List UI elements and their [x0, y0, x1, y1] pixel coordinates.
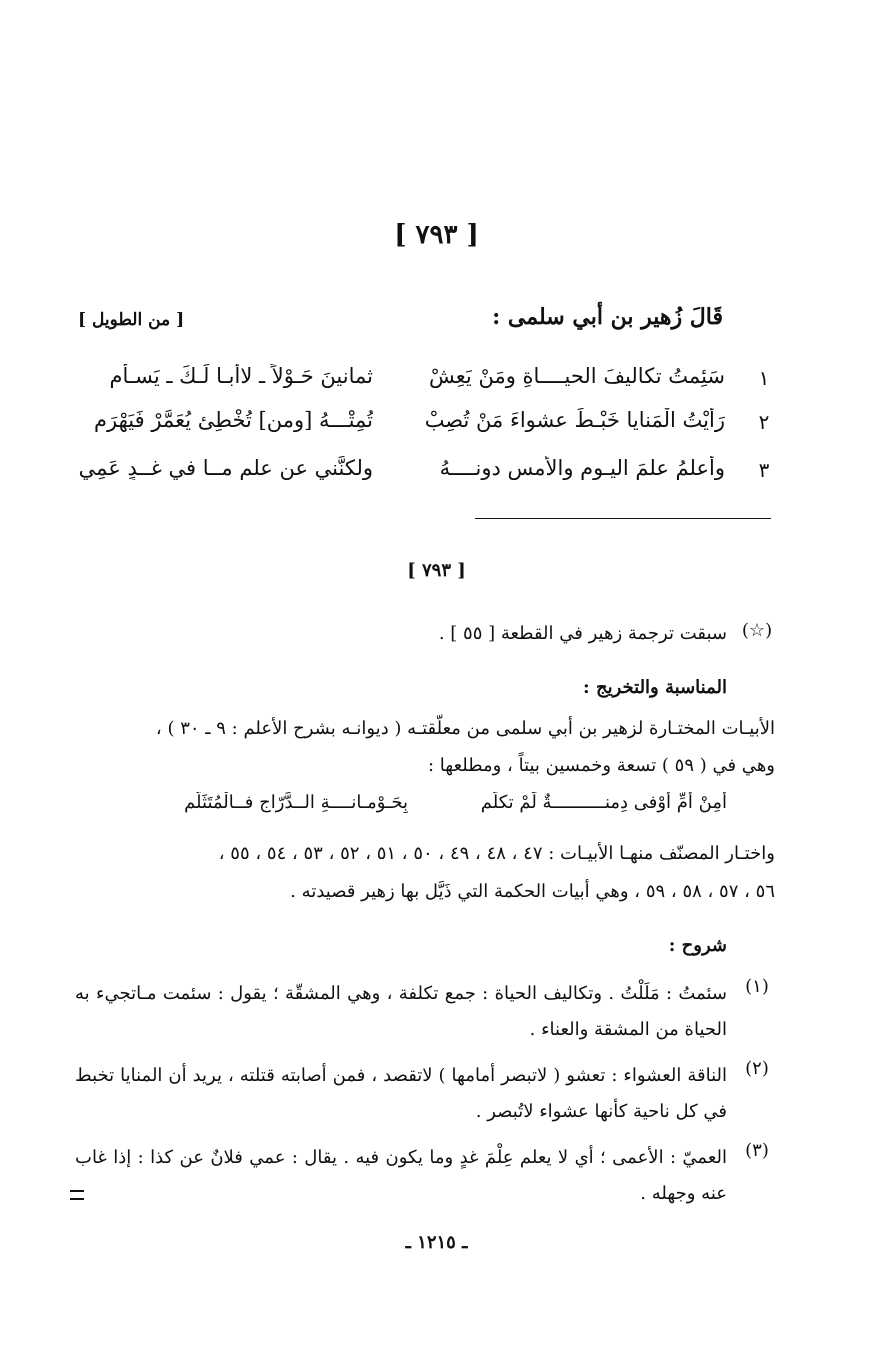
- occasion-paragraph: وهي في ( ٥٩ ) تسعة وخمسين بيتاً ، ومطلعها :: [428, 755, 775, 776]
- poem-meter: [ من الطويل ]: [78, 310, 185, 330]
- opening-couplet: [0, 792, 873, 828]
- commentary-note-marker: (٢): [745, 1058, 769, 1079]
- poem-number: [ ٧٩٣ ]: [394, 220, 479, 250]
- verse-first-hemistich: سَئِمتُ تكاليفَ الحيــــاةِ ومَنْ يَعِشْ: [429, 364, 725, 388]
- couplet-second-hemistich: بِحَـوْمـانــــةِ الــدَّرّاجِ فــالْمُتَثَلَّمِ: [184, 792, 408, 813]
- commentary-note-text: الناقة العشواء : تعشو ( لاتبصر أمامها ) لاتقصد ، فمن أصابته قتلته ، يريد أن المنايا تخبط في كل ناحية كأنها عشواء لاتُبصر .: [75, 1065, 727, 1122]
- commentary-note-text: العميّ : الأعمى ؛ أي لا يعلم عِلْمَ غدٍ وما يكون فيه . يقال : عمي فلانٌ عن كذا : إذا غاب عنه وجهله .: [75, 1147, 727, 1204]
- commentary-note-marker: (٣): [745, 1140, 769, 1161]
- verse-second-hemistich: ثمانينَ حَـوْلاً ـ لاأَبـا لَـكَ ـ يَسـأَمِ: [109, 364, 373, 388]
- occasion-paragraph: ٥٦ ، ٥٧ ، ٥٨ ، ٥٩ ، وهي أبيات الحكمة التي ذَيَّل بها زهير قصيدته .: [290, 881, 775, 902]
- commentary-heading: شروح :: [668, 935, 727, 956]
- verse-row: [0, 360, 873, 404]
- verse-first-hemistich: وأعلمُ علمَ اليـومِ والأمسِ دونــــهُ: [439, 456, 725, 480]
- occasion-paragraph: الأبيـات المختـارة لزهير بن أبي سلمى من معلّقتـه ( ديوانـه بشرح الأعلم : ٩ ـ ٣٠ ) ،: [155, 718, 775, 739]
- commentary-note-text: سئمتُ : مَلَلْتُ . وتكاليف الحياة : جمع تكلفة ، وهي المشقّة ؛ يقول : سئمت مـاتجيء به الحياة من المشقة والعناء .: [75, 983, 727, 1040]
- verse-first-hemistich: رَأيْتُ الْمَنايا خَبْـطَ عشواءَ مَنْ تُصِبْ: [425, 408, 725, 432]
- occasion-heading: المناسبة والتخريج :: [583, 677, 727, 698]
- couplet-first-hemistich: أمِنْ أُمِّ أَوْفى دِمنــــــــــةٌ لَمْ تكلَّمِ: [480, 792, 727, 813]
- verse-number: ٢: [758, 410, 770, 434]
- verse-row: [0, 452, 873, 496]
- star-note-text: سبقت ترجمة زهير في القطعة [ ٥٥ ] .: [438, 623, 727, 644]
- commentary-note-marker: (١): [745, 976, 769, 997]
- occasion-paragraph: واختـار المصنّف منهـا الأبيـات : ٤٧ ، ٤٨ ، ٤٩ ، ٥٠ ، ٥١ ، ٥٢ ، ٥٣ ، ٥٤ ، ٥٥ ،: [218, 843, 775, 864]
- verse-row: [0, 404, 873, 448]
- verse-number: ٣: [758, 458, 770, 482]
- continuation-mark: [70, 1190, 84, 1200]
- section-divider: [475, 518, 771, 519]
- verse-second-hemistich: تُمِتْـــهُ [ومن] تُخْطِئ يُعَمَّرْ فَيَهْرَمِ: [94, 408, 373, 432]
- verse-number: ١: [758, 366, 770, 390]
- star-note-marker: (☆): [741, 620, 773, 641]
- verse-second-hemistich: ولكنَّني عن علمِ مــا في غــدٍ عَمِي: [78, 456, 373, 480]
- notes-number: [ ٧٩٣ ]: [407, 560, 466, 581]
- page-number: ـ ١٢١٥ ـ: [405, 1232, 468, 1253]
- poem-intro: قَالَ زُهير بن أبي سلمى :: [492, 304, 723, 330]
